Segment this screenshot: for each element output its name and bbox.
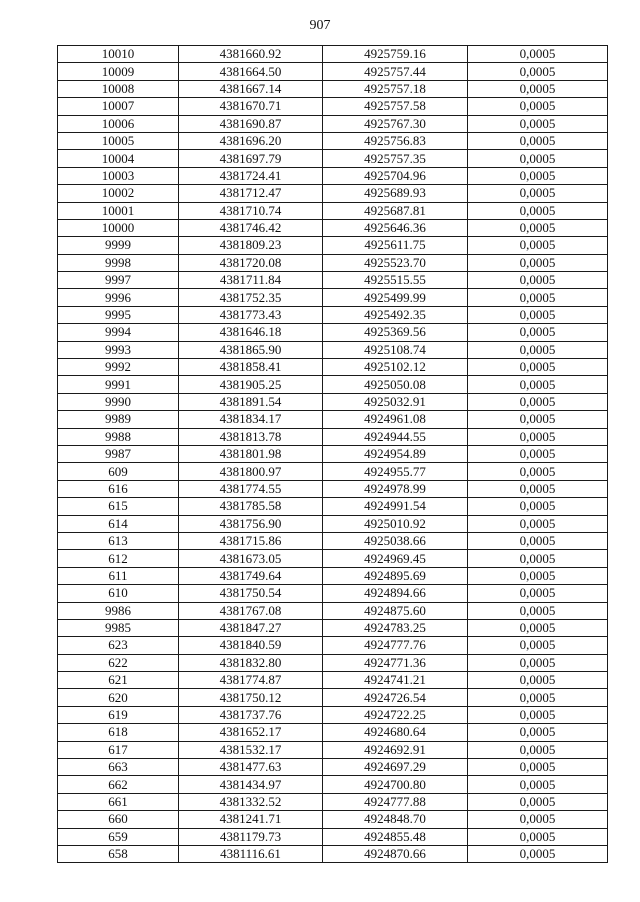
table-row bbox=[58, 80, 608, 97]
point-number-cell: 620 bbox=[58, 689, 179, 706]
x-coordinate-cell: 4381179.73 bbox=[179, 828, 323, 845]
table-row bbox=[58, 776, 608, 793]
y-coordinate-cell: 4924783.25 bbox=[323, 619, 468, 636]
point-number-cell: 9999 bbox=[58, 237, 179, 254]
point-number-cell: 10007 bbox=[58, 98, 179, 115]
y-coordinate-cell: 4924969.45 bbox=[323, 550, 468, 567]
y-coordinate-cell: 4925032.91 bbox=[323, 393, 468, 410]
table-row bbox=[58, 637, 608, 654]
x-coordinate-cell: 4381809.23 bbox=[179, 237, 323, 254]
value-cell: 0,0005 bbox=[468, 550, 608, 567]
y-coordinate-cell: 4924894.66 bbox=[323, 585, 468, 602]
point-number-cell: 612 bbox=[58, 550, 179, 567]
y-coordinate-cell: 4924700.80 bbox=[323, 776, 468, 793]
point-number-cell: 621 bbox=[58, 672, 179, 689]
value-cell: 0,0005 bbox=[468, 324, 608, 341]
x-coordinate-cell: 4381750.54 bbox=[179, 585, 323, 602]
table-row bbox=[58, 706, 608, 723]
point-number-cell: 9992 bbox=[58, 359, 179, 376]
y-coordinate-cell: 4924895.69 bbox=[323, 567, 468, 584]
y-coordinate-cell: 4924777.76 bbox=[323, 637, 468, 654]
y-coordinate-cell: 4924961.08 bbox=[323, 411, 468, 428]
point-number-cell: 10002 bbox=[58, 185, 179, 202]
table-row bbox=[58, 463, 608, 480]
table-row bbox=[58, 619, 608, 636]
table-row bbox=[58, 567, 608, 584]
value-cell: 0,0005 bbox=[468, 828, 608, 845]
point-number-cell: 10004 bbox=[58, 150, 179, 167]
point-number-cell: 659 bbox=[58, 828, 179, 845]
point-number-cell: 10010 bbox=[58, 46, 179, 63]
x-coordinate-cell: 4381711.84 bbox=[179, 272, 323, 289]
point-number-cell: 663 bbox=[58, 759, 179, 776]
table-row bbox=[58, 376, 608, 393]
y-coordinate-cell: 4925515.55 bbox=[323, 272, 468, 289]
x-coordinate-cell: 4381690.87 bbox=[179, 115, 323, 132]
value-cell: 0,0005 bbox=[468, 811, 608, 828]
point-number-cell: 616 bbox=[58, 480, 179, 497]
value-cell: 0,0005 bbox=[468, 219, 608, 236]
table-row bbox=[58, 185, 608, 202]
point-number-cell: 9996 bbox=[58, 289, 179, 306]
x-coordinate-cell: 4381847.27 bbox=[179, 619, 323, 636]
x-coordinate-cell: 4381832.80 bbox=[179, 654, 323, 671]
y-coordinate-cell: 4924692.91 bbox=[323, 741, 468, 758]
x-coordinate-cell: 4381813.78 bbox=[179, 428, 323, 445]
x-coordinate-cell: 4381667.14 bbox=[179, 80, 323, 97]
y-coordinate-cell: 4925704.96 bbox=[323, 167, 468, 184]
x-coordinate-cell: 4381746.42 bbox=[179, 219, 323, 236]
value-cell: 0,0005 bbox=[468, 411, 608, 428]
y-coordinate-cell: 4924777.88 bbox=[323, 793, 468, 810]
y-coordinate-cell: 4925757.18 bbox=[323, 80, 468, 97]
table-row bbox=[58, 272, 608, 289]
point-number-cell: 10009 bbox=[58, 63, 179, 80]
value-cell: 0,0005 bbox=[468, 724, 608, 741]
y-coordinate-cell: 4925689.93 bbox=[323, 185, 468, 202]
value-cell: 0,0005 bbox=[468, 272, 608, 289]
value-cell: 0,0005 bbox=[468, 445, 608, 462]
table-row bbox=[58, 515, 608, 532]
value-cell: 0,0005 bbox=[468, 672, 608, 689]
y-coordinate-cell: 4924954.89 bbox=[323, 445, 468, 462]
point-number-cell: 618 bbox=[58, 724, 179, 741]
y-coordinate-cell: 4925102.12 bbox=[323, 359, 468, 376]
x-coordinate-cell: 4381710.74 bbox=[179, 202, 323, 219]
point-number-cell: 661 bbox=[58, 793, 179, 810]
value-cell: 0,0005 bbox=[468, 254, 608, 271]
value-cell: 0,0005 bbox=[468, 637, 608, 654]
point-number-cell: 613 bbox=[58, 532, 179, 549]
table-row bbox=[58, 724, 608, 741]
table-row bbox=[58, 672, 608, 689]
value-cell: 0,0005 bbox=[468, 689, 608, 706]
y-coordinate-cell: 4924875.60 bbox=[323, 602, 468, 619]
point-number-cell: 10003 bbox=[58, 167, 179, 184]
point-number-cell: 10006 bbox=[58, 115, 179, 132]
y-coordinate-cell: 4925756.83 bbox=[323, 132, 468, 149]
table-row bbox=[58, 150, 608, 167]
point-number-cell: 9998 bbox=[58, 254, 179, 271]
point-number-cell: 617 bbox=[58, 741, 179, 758]
x-coordinate-cell: 4381712.47 bbox=[179, 185, 323, 202]
value-cell: 0,0005 bbox=[468, 237, 608, 254]
point-number-cell: 619 bbox=[58, 706, 179, 723]
x-coordinate-cell: 4381664.50 bbox=[179, 63, 323, 80]
y-coordinate-cell: 4925687.81 bbox=[323, 202, 468, 219]
x-coordinate-cell: 4381696.20 bbox=[179, 132, 323, 149]
x-coordinate-cell: 4381750.12 bbox=[179, 689, 323, 706]
x-coordinate-cell: 4381670.71 bbox=[179, 98, 323, 115]
x-coordinate-cell: 4381800.97 bbox=[179, 463, 323, 480]
y-coordinate-cell: 4924978.99 bbox=[323, 480, 468, 497]
y-coordinate-cell: 4925038.66 bbox=[323, 532, 468, 549]
table-row bbox=[58, 532, 608, 549]
value-cell: 0,0005 bbox=[468, 167, 608, 184]
table-row bbox=[58, 341, 608, 358]
table-row bbox=[58, 219, 608, 236]
value-cell: 0,0005 bbox=[468, 376, 608, 393]
point-number-cell: 614 bbox=[58, 515, 179, 532]
point-number-cell: 611 bbox=[58, 567, 179, 584]
y-coordinate-cell: 4924944.55 bbox=[323, 428, 468, 445]
x-coordinate-cell: 4381905.25 bbox=[179, 376, 323, 393]
point-number-cell: 609 bbox=[58, 463, 179, 480]
point-number-cell: 662 bbox=[58, 776, 179, 793]
table-row bbox=[58, 811, 608, 828]
value-cell: 0,0005 bbox=[468, 306, 608, 323]
x-coordinate-cell: 4381724.41 bbox=[179, 167, 323, 184]
x-coordinate-cell: 4381737.76 bbox=[179, 706, 323, 723]
value-cell: 0,0005 bbox=[468, 428, 608, 445]
value-cell: 0,0005 bbox=[468, 341, 608, 358]
table-row bbox=[58, 46, 608, 63]
x-coordinate-cell: 4381840.59 bbox=[179, 637, 323, 654]
table-row bbox=[58, 115, 608, 132]
table-row bbox=[58, 845, 608, 862]
x-coordinate-cell: 4381749.64 bbox=[179, 567, 323, 584]
y-coordinate-cell: 4925757.58 bbox=[323, 98, 468, 115]
value-cell: 0,0005 bbox=[468, 654, 608, 671]
x-coordinate-cell: 4381532.17 bbox=[179, 741, 323, 758]
point-number-cell: 10008 bbox=[58, 80, 179, 97]
point-number-cell: 9993 bbox=[58, 341, 179, 358]
coordinates-table bbox=[57, 45, 608, 863]
x-coordinate-cell: 4381673.05 bbox=[179, 550, 323, 567]
x-coordinate-cell: 4381774.87 bbox=[179, 672, 323, 689]
table-row bbox=[58, 393, 608, 410]
table-row bbox=[58, 793, 608, 810]
y-coordinate-cell: 4924771.36 bbox=[323, 654, 468, 671]
value-cell: 0,0005 bbox=[468, 845, 608, 862]
value-cell: 0,0005 bbox=[468, 759, 608, 776]
y-coordinate-cell: 4924741.21 bbox=[323, 672, 468, 689]
x-coordinate-cell: 4381241.71 bbox=[179, 811, 323, 828]
y-coordinate-cell: 4924697.29 bbox=[323, 759, 468, 776]
y-coordinate-cell: 4924726.54 bbox=[323, 689, 468, 706]
y-coordinate-cell: 4925108.74 bbox=[323, 341, 468, 358]
page-number: 907 bbox=[309, 18, 331, 33]
table-row bbox=[58, 759, 608, 776]
point-number-cell: 610 bbox=[58, 585, 179, 602]
table-row bbox=[58, 550, 608, 567]
point-number-cell: 615 bbox=[58, 498, 179, 515]
point-number-cell: 9994 bbox=[58, 324, 179, 341]
y-coordinate-cell: 4925757.44 bbox=[323, 63, 468, 80]
table-row bbox=[58, 63, 608, 80]
table-row bbox=[58, 167, 608, 184]
value-cell: 0,0005 bbox=[468, 393, 608, 410]
value-cell: 0,0005 bbox=[468, 150, 608, 167]
point-number-cell: 660 bbox=[58, 811, 179, 828]
table-row bbox=[58, 237, 608, 254]
value-cell: 0,0005 bbox=[468, 585, 608, 602]
table-row bbox=[58, 289, 608, 306]
y-coordinate-cell: 4925492.35 bbox=[323, 306, 468, 323]
point-number-cell: 9995 bbox=[58, 306, 179, 323]
y-coordinate-cell: 4924680.64 bbox=[323, 724, 468, 741]
value-cell: 0,0005 bbox=[468, 480, 608, 497]
value-cell: 0,0005 bbox=[468, 793, 608, 810]
point-number-cell: 623 bbox=[58, 637, 179, 654]
point-number-cell: 10001 bbox=[58, 202, 179, 219]
x-coordinate-cell: 4381720.08 bbox=[179, 254, 323, 271]
point-number-cell: 9987 bbox=[58, 445, 179, 462]
x-coordinate-cell: 4381773.43 bbox=[179, 306, 323, 323]
value-cell: 0,0005 bbox=[468, 741, 608, 758]
x-coordinate-cell: 4381756.90 bbox=[179, 515, 323, 532]
value-cell: 0,0005 bbox=[468, 515, 608, 532]
coordinates-table-body bbox=[58, 46, 608, 863]
x-coordinate-cell: 4381767.08 bbox=[179, 602, 323, 619]
y-coordinate-cell: 4925499.99 bbox=[323, 289, 468, 306]
table-row bbox=[58, 428, 608, 445]
table-row bbox=[58, 411, 608, 428]
x-coordinate-cell: 4381801.98 bbox=[179, 445, 323, 462]
point-number-cell: 10000 bbox=[58, 219, 179, 236]
point-number-cell: 9986 bbox=[58, 602, 179, 619]
x-coordinate-cell: 4381891.54 bbox=[179, 393, 323, 410]
value-cell: 0,0005 bbox=[468, 706, 608, 723]
table-row bbox=[58, 585, 608, 602]
value-cell: 0,0005 bbox=[468, 98, 608, 115]
y-coordinate-cell: 4925010.92 bbox=[323, 515, 468, 532]
y-coordinate-cell: 4924722.25 bbox=[323, 706, 468, 723]
value-cell: 0,0005 bbox=[468, 359, 608, 376]
y-coordinate-cell: 4925611.75 bbox=[323, 237, 468, 254]
x-coordinate-cell: 4381774.55 bbox=[179, 480, 323, 497]
x-coordinate-cell: 4381646.18 bbox=[179, 324, 323, 341]
x-coordinate-cell: 4381116.61 bbox=[179, 845, 323, 862]
x-coordinate-cell: 4381697.79 bbox=[179, 150, 323, 167]
y-coordinate-cell: 4925369.56 bbox=[323, 324, 468, 341]
table-row bbox=[58, 306, 608, 323]
table-row bbox=[58, 132, 608, 149]
y-coordinate-cell: 4925523.70 bbox=[323, 254, 468, 271]
x-coordinate-cell: 4381715.86 bbox=[179, 532, 323, 549]
table-row bbox=[58, 602, 608, 619]
table-row bbox=[58, 741, 608, 758]
x-coordinate-cell: 4381434.97 bbox=[179, 776, 323, 793]
x-coordinate-cell: 4381652.17 bbox=[179, 724, 323, 741]
x-coordinate-cell: 4381660.92 bbox=[179, 46, 323, 63]
value-cell: 0,0005 bbox=[468, 185, 608, 202]
x-coordinate-cell: 4381858.41 bbox=[179, 359, 323, 376]
table-row bbox=[58, 202, 608, 219]
table-row bbox=[58, 445, 608, 462]
value-cell: 0,0005 bbox=[468, 63, 608, 80]
table-row bbox=[58, 324, 608, 341]
y-coordinate-cell: 4924855.48 bbox=[323, 828, 468, 845]
value-cell: 0,0005 bbox=[468, 80, 608, 97]
x-coordinate-cell: 4381477.63 bbox=[179, 759, 323, 776]
value-cell: 0,0005 bbox=[468, 289, 608, 306]
value-cell: 0,0005 bbox=[468, 498, 608, 515]
y-coordinate-cell: 4925767.30 bbox=[323, 115, 468, 132]
y-coordinate-cell: 4924870.66 bbox=[323, 845, 468, 862]
value-cell: 0,0005 bbox=[468, 567, 608, 584]
value-cell: 0,0005 bbox=[468, 46, 608, 63]
value-cell: 0,0005 bbox=[468, 463, 608, 480]
table-row bbox=[58, 254, 608, 271]
y-coordinate-cell: 4924991.54 bbox=[323, 498, 468, 515]
point-number-cell: 9991 bbox=[58, 376, 179, 393]
table-row bbox=[58, 654, 608, 671]
x-coordinate-cell: 4381332.52 bbox=[179, 793, 323, 810]
x-coordinate-cell: 4381865.90 bbox=[179, 341, 323, 358]
table-row bbox=[58, 98, 608, 115]
value-cell: 0,0005 bbox=[468, 776, 608, 793]
value-cell: 0,0005 bbox=[468, 202, 608, 219]
table-row bbox=[58, 359, 608, 376]
table-row bbox=[58, 689, 608, 706]
y-coordinate-cell: 4924848.70 bbox=[323, 811, 468, 828]
point-number-cell: 658 bbox=[58, 845, 179, 862]
value-cell: 0,0005 bbox=[468, 532, 608, 549]
value-cell: 0,0005 bbox=[468, 619, 608, 636]
point-number-cell: 10005 bbox=[58, 132, 179, 149]
y-coordinate-cell: 4924955.77 bbox=[323, 463, 468, 480]
point-number-cell: 622 bbox=[58, 654, 179, 671]
point-number-cell: 9988 bbox=[58, 428, 179, 445]
y-coordinate-cell: 4925646.36 bbox=[323, 219, 468, 236]
x-coordinate-cell: 4381834.17 bbox=[179, 411, 323, 428]
point-number-cell: 9989 bbox=[58, 411, 179, 428]
value-cell: 0,0005 bbox=[468, 115, 608, 132]
y-coordinate-cell: 4925050.08 bbox=[323, 376, 468, 393]
point-number-cell: 9985 bbox=[58, 619, 179, 636]
x-coordinate-cell: 4381752.35 bbox=[179, 289, 323, 306]
point-number-cell: 9990 bbox=[58, 393, 179, 410]
point-number-cell: 9997 bbox=[58, 272, 179, 289]
x-coordinate-cell: 4381785.58 bbox=[179, 498, 323, 515]
value-cell: 0,0005 bbox=[468, 132, 608, 149]
value-cell: 0,0005 bbox=[468, 602, 608, 619]
table-row bbox=[58, 480, 608, 497]
y-coordinate-cell: 4925759.16 bbox=[323, 46, 468, 63]
table-row bbox=[58, 498, 608, 515]
table-row bbox=[58, 828, 608, 845]
y-coordinate-cell: 4925757.35 bbox=[323, 150, 468, 167]
